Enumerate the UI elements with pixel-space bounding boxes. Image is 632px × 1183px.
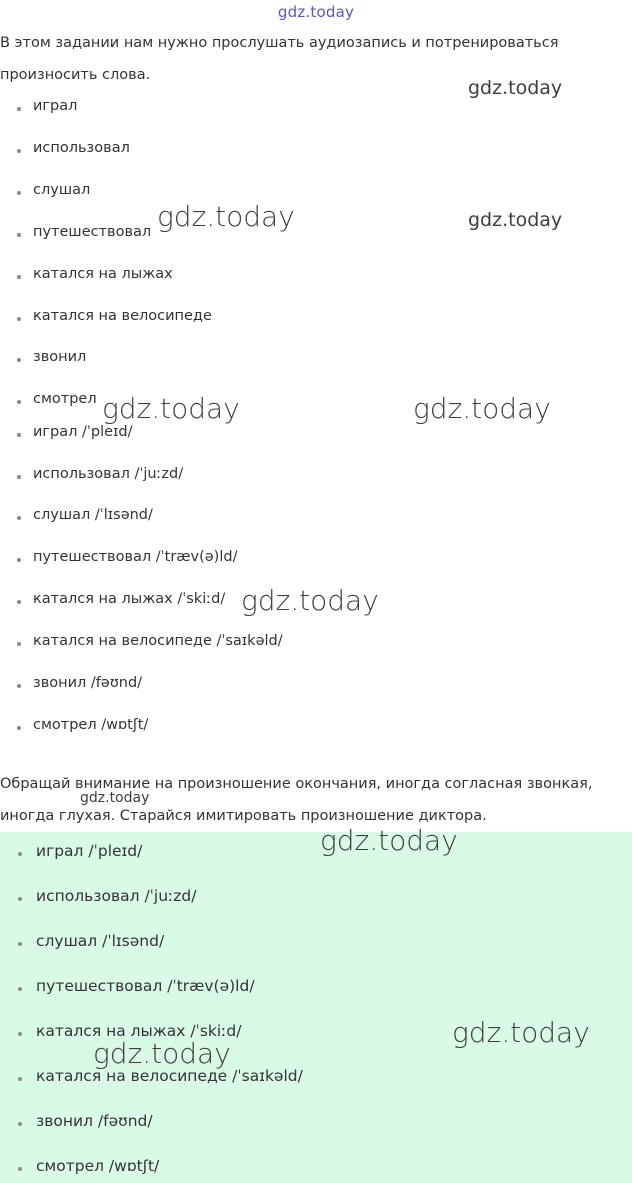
bullet-icon (17, 358, 21, 362)
bullet-icon (17, 684, 21, 688)
list-item-text: смотрел /wɒtʃt/ (33, 717, 149, 733)
list-item-text: играл /ˈpleɪd/ (36, 842, 143, 860)
list-item-text: играл (33, 98, 78, 114)
watermark: gdz.today (320, 824, 458, 857)
list-item-text: звонил /fəʊnd/ (33, 675, 143, 691)
list-item-text: использовал (33, 140, 130, 156)
list-item-text: использовал /ˈjuːzd/ (36, 887, 197, 905)
watermark: gdz.today (452, 1016, 590, 1049)
watermark: gdz.today (241, 584, 379, 617)
list-item-text: путешествовал /ˈtræv(ə)ld/ (36, 977, 255, 995)
bullet-icon (17, 317, 21, 321)
bullet-icon (17, 107, 21, 111)
bullet-icon (17, 475, 21, 479)
bullet-icon (18, 1077, 22, 1081)
list-item-text: катался на велосипеде (33, 308, 212, 324)
list-item-text: катался на лыжах /ˈskiːd/ (36, 1022, 242, 1040)
list-item-text: слушал /ˈlɪsənd/ (36, 932, 165, 950)
list-item-text: слушал /ˈlɪsənd/ (33, 507, 153, 523)
bullet-icon (17, 600, 21, 604)
bullet-icon (18, 1122, 22, 1126)
list-item-text: смотрел (33, 391, 97, 407)
list-item-text: катался на лыжах (33, 266, 173, 282)
list-item-text: звонил (33, 349, 87, 365)
watermark: gdz.today (468, 209, 563, 231)
bullet-icon (17, 516, 21, 520)
site-logo[interactable]: gdz.today (277, 3, 355, 21)
bullet-icon (18, 1032, 22, 1036)
list-item-text: путешествовал /ˈtræv(ə)ld/ (33, 549, 238, 565)
highlighted-block (0, 832, 632, 1183)
list-item-text: использовал /ˈjuːzd/ (33, 466, 184, 482)
bullet-icon (17, 642, 21, 646)
bullet-icon (17, 149, 21, 153)
bullet-icon (18, 897, 22, 901)
bullet-icon (18, 1167, 22, 1171)
bullet-icon (17, 191, 21, 195)
list-item-text: смотрел /wɒtʃt/ (36, 1157, 160, 1175)
list-item-text: катался на лыжах /ˈskiːd/ (33, 591, 226, 607)
bullet-icon (17, 400, 21, 404)
bullet-icon (17, 233, 21, 237)
bullet-icon (18, 987, 22, 991)
list-item-text: катался на велосипеде /ˈsaɪkəld/ (33, 633, 283, 649)
note-paragraph: Обращай внимание на произношение окончания, иногда согласная звонкая, иногда глухая. Старайся имитировать произношение диктора. (0, 776, 593, 824)
watermark: gdz.today (413, 392, 551, 425)
watermark: gdz.today (102, 392, 240, 425)
bullet-icon (18, 942, 22, 946)
bullet-icon (18, 852, 22, 856)
watermark: gdz.today (93, 1037, 231, 1070)
list-item-text: звонил /fəʊnd/ (36, 1112, 153, 1130)
watermark: gdz.today (468, 77, 563, 99)
list-item-text: слушал (33, 182, 91, 198)
list-item-text: играл /ˈpleɪd/ (33, 424, 133, 440)
bullet-icon (17, 558, 21, 562)
watermark: gdz.today (157, 200, 295, 233)
bullet-icon (17, 726, 21, 730)
list-item-text: путешествовал (33, 224, 152, 240)
intro-paragraph: В этом задании нам нужно прослушать аудиозапись и потренироваться произносить слова. (0, 35, 559, 83)
list-item-text: катался на велосипеде /ˈsaɪkəld/ (36, 1067, 303, 1085)
bullet-icon (17, 275, 21, 279)
watermark: gdz.today (80, 790, 150, 806)
bullet-icon (17, 433, 21, 437)
